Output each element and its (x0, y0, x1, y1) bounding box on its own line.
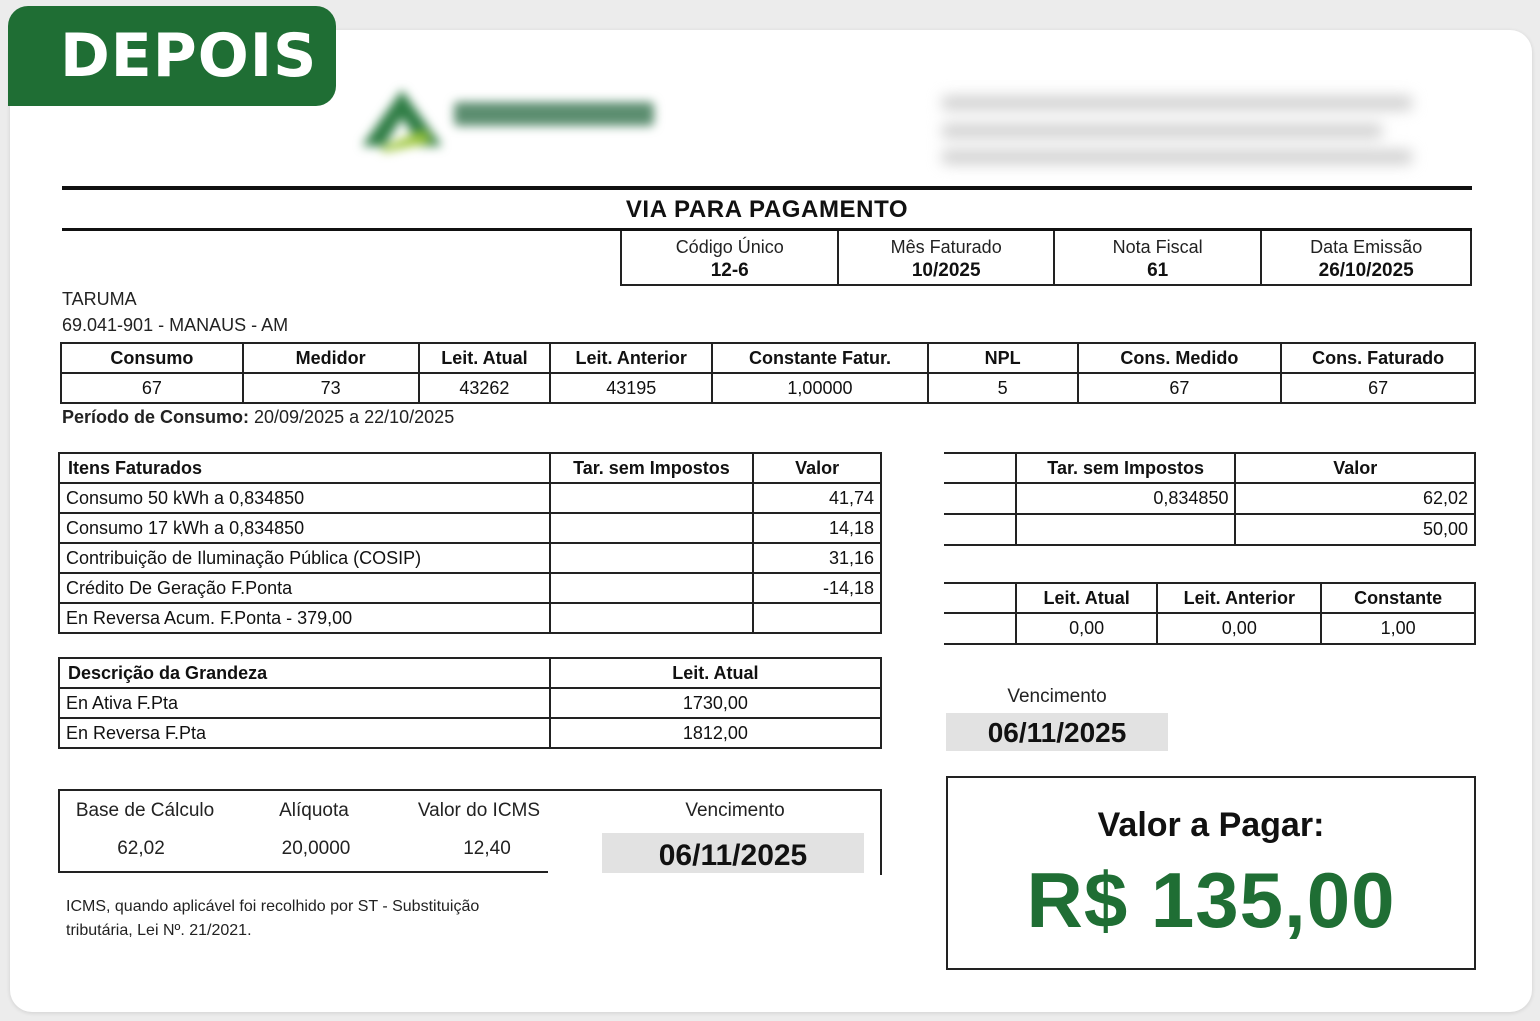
itens-faturados-table (58, 452, 882, 634)
item-desc: Consumo 17 kWh a 0,834850 (59, 513, 550, 543)
nota-fiscal-cell (1054, 231, 1261, 285)
base-calculo-label: Base de Cálculo (75, 800, 215, 821)
consumo-value: 67 (61, 373, 243, 403)
icms-vencimento-label: Vencimento (685, 800, 785, 821)
item-desc: Contribuição de Iluminação Pública (COSIP) (59, 543, 550, 573)
table-row (59, 573, 881, 603)
page-title: VIA PARA PAGAMENTO (625, 196, 909, 223)
table-row (59, 483, 881, 513)
codigo-unico-cell (621, 231, 838, 285)
nota-fiscal-label: Nota Fiscal (1112, 236, 1203, 257)
blank-cell (944, 453, 1016, 483)
item-valor: 14,18 (753, 513, 881, 543)
item-desc: Consumo 50 kWh a 0,834850 (59, 483, 550, 513)
vencimento-date: 06/11/2025 (946, 713, 1168, 751)
item-tarifa (550, 573, 754, 603)
npl-value: 5 (928, 373, 1078, 403)
cons-faturado-header: Cons. Faturado (1281, 343, 1475, 373)
item-valor: -14,18 (753, 573, 881, 603)
side-tarifa-header: Tar. sem Impostos (1016, 453, 1236, 483)
data-emissao-label: Data Emissão (1310, 236, 1423, 257)
leit-atual-header: Leit. Atual (419, 343, 551, 373)
valor-icms-value: 12,40 (463, 838, 511, 859)
side-leit-anterior-value: 0,00 (1157, 613, 1321, 644)
table-row (59, 688, 881, 718)
base-calculo-value: 62,02 (117, 838, 165, 859)
leit-anterior-value: 43195 (550, 373, 712, 403)
cons-medido-value: 67 (1078, 373, 1282, 403)
side-leit-atual-header: Leit. Atual (1016, 583, 1158, 613)
depois-badge: DEPOIS (8, 6, 336, 106)
address-line-2: 69.041-901 - MANAUS - AM (62, 315, 289, 335)
item-valor: 31,16 (753, 543, 881, 573)
grandeza-table (58, 657, 882, 749)
side-leit-anterior-header: Leit. Anterior (1157, 583, 1321, 613)
side-tarifa-value: 0,834850 (1016, 483, 1236, 514)
valor-a-pagar-box (946, 776, 1476, 970)
table-row (59, 543, 881, 573)
codigo-unico-label: Código Único (675, 236, 784, 257)
table-row (944, 483, 1475, 514)
data-emissao-value: 26/10/2025 (1318, 259, 1414, 281)
header-table (620, 231, 1472, 286)
side-valor-value: 62,02 (1235, 483, 1475, 514)
periodo-value: 20/09/2025 a 22/10/2025 (249, 407, 455, 427)
leit-anterior-header: Leit. Anterior (550, 343, 712, 373)
item-tarifa (550, 513, 754, 543)
leit-atual-value: 43262 (419, 373, 551, 403)
vencimento-label: Vencimento (1007, 686, 1107, 707)
company-logo (362, 90, 662, 152)
constante-fatur-value: 1,00000 (712, 373, 928, 403)
periodo-label: Período de Consumo: (62, 407, 250, 427)
mes-faturado-cell (838, 231, 1054, 285)
grandeza-leit-atual-header: Leit. Atual (550, 658, 881, 688)
side-tarifa-value (1016, 514, 1236, 545)
blank-cell (944, 483, 1016, 514)
npl-header: NPL (928, 343, 1078, 373)
mes-faturado-value: 10/2025 (911, 259, 981, 281)
periodo-consumo (62, 407, 454, 428)
item-valor: 41,74 (753, 483, 881, 513)
top-rule (62, 186, 1472, 190)
data-emissao-cell (1261, 231, 1471, 285)
side-leit-atual-value: 0,00 (1016, 613, 1158, 644)
side-valor-header: Valor (1235, 453, 1475, 483)
grandeza-value: 1730,00 (550, 688, 881, 718)
item-desc: En Reversa Acum. F.Ponta - 379,00 (59, 603, 550, 633)
table-row (59, 603, 881, 633)
table-row (59, 718, 881, 748)
tar-sem-impostos-header: Tar. sem Impostos (550, 453, 754, 483)
cons-medido-header: Cons. Medido (1078, 343, 1282, 373)
valor-icms-label: Valor do ICMS (417, 800, 541, 821)
table-row (944, 613, 1475, 644)
valor-a-pagar-label: Valor a Pagar: (1097, 806, 1325, 844)
item-tarifa (550, 483, 754, 513)
codigo-unico-value: 12-6 (710, 259, 749, 281)
leitura-side-table (944, 582, 1476, 645)
blank-cell (944, 583, 1016, 613)
valor-header: Valor (753, 453, 881, 483)
grandeza-desc: En Ativa F.Pta (59, 688, 550, 718)
tarifa-side-table (944, 452, 1476, 546)
consumo-table (60, 342, 1476, 404)
table-row (944, 514, 1475, 545)
consumo-header: Consumo (61, 343, 243, 373)
side-constante-value: 1,00 (1321, 613, 1475, 644)
icms-note: ICMS, quando aplicável foi recolhido por ST - Substituição tributária, Lei Nº. 21/2021. (66, 898, 480, 939)
table-row (59, 513, 881, 543)
nota-fiscal-value: 61 (1147, 259, 1169, 281)
address-line-1: TARUMA (62, 289, 137, 309)
cons-faturado-value: 67 (1281, 373, 1475, 403)
grandeza-value: 1812,00 (550, 718, 881, 748)
constante-fatur-header: Constante Fatur. (712, 343, 928, 373)
blank-cell (944, 514, 1016, 545)
side-constante-header: Constante (1321, 583, 1475, 613)
grandeza-header: Descrição da Grandeza (59, 658, 550, 688)
blank-cell (944, 613, 1016, 644)
side-valor-value: 50,00 (1235, 514, 1475, 545)
icms-vencimento-date: 06/11/2025 (602, 833, 864, 873)
itens-header: Itens Faturados (59, 453, 550, 483)
medidor-value: 73 (243, 373, 419, 403)
grandeza-desc: En Reversa F.Pta (59, 718, 550, 748)
aliquota-label: Alíquota (279, 800, 349, 821)
item-tarifa (550, 603, 754, 633)
item-desc: Crédito De Geração F.Ponta (59, 573, 550, 603)
item-tarifa (550, 543, 754, 573)
medidor-header: Medidor (243, 343, 419, 373)
item-valor (753, 603, 881, 633)
blurred-company-info (942, 90, 1422, 182)
mes-faturado-label: Mês Faturado (890, 236, 1002, 257)
valor-a-pagar-value: R$ 135,00 (1026, 856, 1396, 944)
aliquota-value: 20,0000 (281, 838, 351, 859)
